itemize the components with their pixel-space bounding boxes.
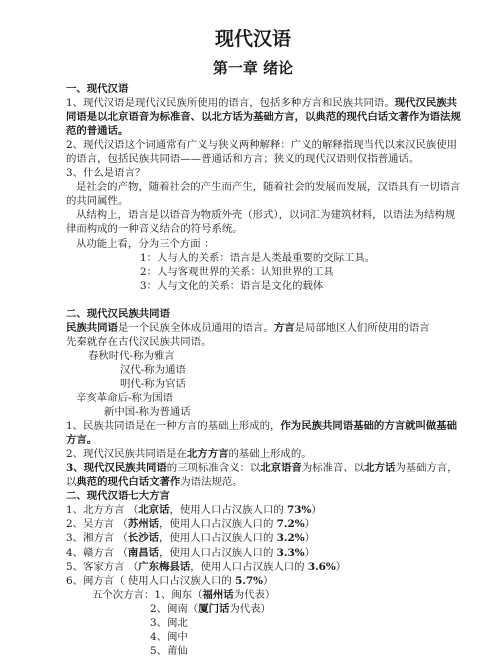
dialect-row: 4、赣方言 （南昌话，使用人口占汉族人口的 3.3%） — [66, 546, 315, 559]
list-item: 新中国-称为普通话 — [104, 406, 191, 419]
paragraph: 从功能上看，分为三个方面 ： — [76, 237, 215, 250]
paragraph: 方言。 — [66, 434, 98, 447]
list-item: 4、闽中 — [150, 630, 188, 643]
list-item: 春秋时代-称为雅言 — [88, 349, 175, 362]
paragraph: 3、现代汉民族共同语的三项标准含义：以北京语音为标准音、以北方话为基础方言， — [66, 462, 458, 475]
paragraph: 民族共同语是一个民族全体成员通用的语言。方言是局部地区人们所使用的语言 — [66, 321, 430, 334]
section-heading: 二、现代汉民族共同语 — [66, 307, 170, 320]
dialect-row: 3、湘方言 （长沙话，使用人口占汉族人口的 3.2%） — [66, 532, 315, 545]
dialect-row: 5、客家方言 （广东梅县话，使用人口占汉族人口的 3.6%） — [66, 560, 347, 573]
paragraph: 2、现代汉语这个词通常有广义与狭义两种解释：广义的解释指现当代以来汉民族使用 — [66, 139, 458, 152]
list-item: 明代-称为官话 — [120, 377, 186, 390]
paragraph: 从结构上，语言是以语音为物质外壳（形式），以词汇为建筑材料，以语法为结构规 — [76, 209, 456, 222]
section-heading: 一、现代汉语 — [66, 83, 129, 95]
dialect-row: 2、吴方言 （苏州话，使用人口占汉族人口的 7.2%） — [66, 518, 315, 531]
paragraph: 律而构成的一种音义结合的符号系统。 — [66, 223, 243, 236]
dialect-row: 1、北方方言 （北京话，使用人口占汉族人口的 73%） — [66, 504, 322, 517]
list-item: 5、莆仙 — [150, 644, 188, 657]
list-item: 2：人与客观世界的关系：认知世界的工具 — [140, 265, 334, 278]
list-item: 2、闽南（厦门话为代表） — [150, 602, 271, 615]
paragraph: 范的普通话。 — [66, 125, 129, 138]
paragraph: 1、民族共同语是在一种方言的基础上形成的，作为民族共同语基础的方言就叫做基础 — [66, 420, 458, 433]
dialect-row: 6、闽方言（ 使用人口占汉族人口的 5.7%） — [66, 574, 274, 587]
list-item: 1：人与人的关系：语言是人类最重要的交际工具。 — [140, 251, 376, 264]
list-item: 3：人与文化的关系：语言是文化的载体 — [140, 279, 324, 292]
list-item: 汉代-称为通语 — [120, 363, 186, 376]
list-item: 辛亥革命后-称为国语 — [76, 391, 174, 404]
paragraph: 1、现代汉语是现代汉民族所使用的语言，包括多种方言和民族共同语。现代汉民族共 — [66, 97, 458, 110]
paragraph: 以典范的现代白话文著作为语法规范。 — [66, 476, 243, 489]
list-item: 五个次方言：1、闽东（福州话为代表） — [92, 588, 276, 601]
paragraph: 同语是以北京语音为标准音、以北方话为基础方言，以典范的现代白话文著作为语法规 — [66, 111, 461, 124]
chapter-heading: 第一章 绪论 — [212, 59, 294, 77]
paragraph: 2、现代汉民族共同语是在北方方言的基础上形成的。 — [66, 448, 312, 461]
paragraph: 的语言，包括民族共同语——普通话和方言；狭义的现代汉语则仅指普通话。 — [66, 153, 420, 166]
paragraph: 先秦就存在古代汉民族共同语。 — [66, 335, 212, 348]
document-title: 现代汉语 — [214, 28, 291, 50]
paragraph: 3、什么是语言？ — [66, 167, 146, 180]
paragraph: 是社会的产物，随着社会的产生而产生，随着社会的发展而发展，汉语具有一切语言 — [76, 181, 461, 194]
list-item: 3、闽北 — [150, 616, 188, 629]
paragraph: 的共同属性。 — [66, 195, 129, 208]
section-heading: 二、现代汉语七大方言 — [66, 490, 170, 503]
